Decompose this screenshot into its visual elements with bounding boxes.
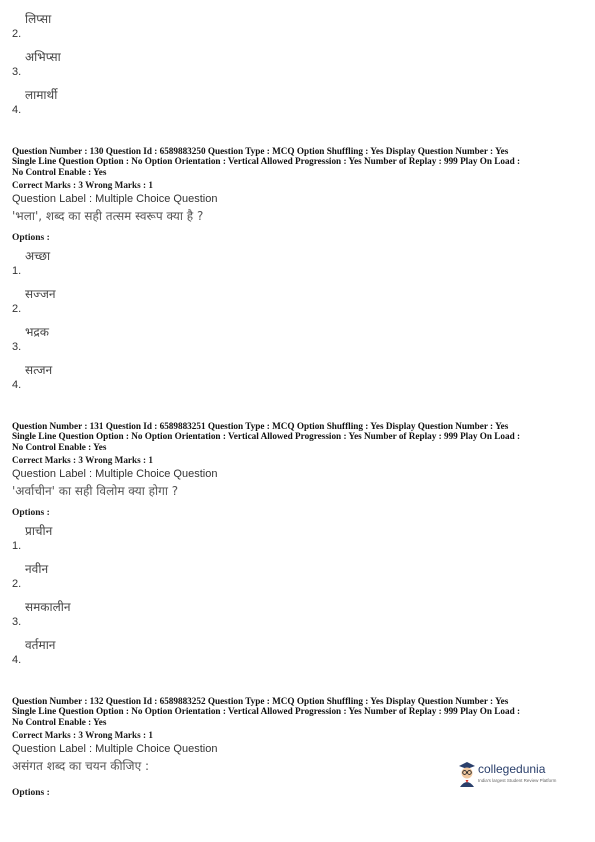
collegedunia-logo bbox=[457, 761, 557, 791]
option-text: वर्तमान bbox=[25, 638, 56, 653]
question-label: Question Label : Multiple Choice Question bbox=[12, 193, 218, 206]
option-text: अच्छा bbox=[25, 249, 51, 264]
option-number: 1. bbox=[12, 540, 22, 553]
option-text: सज्जन bbox=[25, 287, 56, 302]
option-text: समकालीन bbox=[25, 600, 71, 615]
option-text: अभिप्सा bbox=[25, 50, 61, 64]
question-text: 'अर्वाचीन' का सही विलोम क्या होगा ? bbox=[12, 484, 179, 499]
option-number: 3. bbox=[12, 66, 22, 78]
option-text: लिप्सा bbox=[25, 12, 52, 26]
option-text: सत्जन bbox=[25, 363, 53, 378]
option-number: 2. bbox=[12, 28, 22, 40]
option-number: 4. bbox=[12, 654, 22, 667]
option-item[interactable] bbox=[12, 245, 584, 283]
option-number: 2. bbox=[12, 578, 22, 591]
question-meta-line: No Control Enable : Yes bbox=[12, 166, 107, 177]
options-heading: Options : bbox=[12, 788, 50, 799]
question-meta-line: Single Line Question Option : No Option Orientation : Vertical Allowed Progression : Yes Number of Replay : 999 Play On Load : bbox=[12, 706, 521, 717]
option-item[interactable] bbox=[12, 84, 312, 122]
question-block-131 bbox=[12, 421, 584, 672]
question-meta-line: Question Number : 132 Question Id : 6589883252 Question Type : MCQ Option Shuffling : Yes Display Question Number : Yes bbox=[12, 696, 509, 706]
question-text: 'भला', शब्द का सही तत्सम स्वरूप क्या है ? bbox=[12, 209, 204, 224]
option-text: भद्रक bbox=[25, 325, 50, 340]
option-item[interactable] bbox=[12, 359, 584, 397]
question-label: Question Label : Multiple Choice Question bbox=[12, 743, 218, 756]
question-marks: Correct Marks : 3 Wrong Marks : 1 bbox=[12, 180, 153, 191]
option-number: 2. bbox=[12, 303, 22, 316]
question-text: असंगत शब्द का चयन कीजिए : bbox=[12, 759, 150, 774]
option-number: 3. bbox=[12, 616, 22, 629]
option-item[interactable] bbox=[12, 596, 584, 634]
options-heading: Options : bbox=[12, 508, 50, 519]
option-item[interactable] bbox=[12, 634, 584, 672]
option-number: 4. bbox=[12, 379, 22, 392]
question-label: Question Label : Multiple Choice Question bbox=[12, 468, 218, 481]
question-meta-line: Question Number : 130 Question Id : 6589883250 Question Type : MCQ Option Shuffling : Yes Display Question Number : Yes bbox=[12, 146, 509, 156]
option-item[interactable] bbox=[12, 520, 584, 558]
option-text: नवीन bbox=[25, 562, 49, 577]
question-meta-line: No Control Enable : Yes bbox=[12, 441, 107, 452]
option-item[interactable] bbox=[12, 321, 584, 359]
option-number: 3. bbox=[12, 341, 22, 354]
question-meta-line: Single Line Question Option : No Option Orientation : Vertical Allowed Progression : Yes Number of Replay : 999 Play On Load : bbox=[12, 431, 521, 442]
option-item[interactable] bbox=[12, 46, 312, 84]
student-mascot-icon bbox=[457, 761, 477, 787]
option-number: 4. bbox=[12, 104, 22, 116]
question-marks: Correct Marks : 3 Wrong Marks : 1 bbox=[12, 730, 153, 741]
question-marks: Correct Marks : 3 Wrong Marks : 1 bbox=[12, 455, 153, 466]
option-text: प्राचीन bbox=[25, 524, 53, 539]
option-item[interactable] bbox=[12, 8, 312, 46]
question-meta-line: No Control Enable : Yes bbox=[12, 716, 107, 727]
previous-question-options bbox=[12, 8, 312, 122]
option-text: लामार्थी bbox=[25, 88, 58, 102]
option-number: 1. bbox=[12, 265, 22, 278]
question-meta-line: Question Number : 131 Question Id : 6589883251 Question Type : MCQ Option Shuffling : Yes Display Question Number : Yes bbox=[12, 421, 509, 431]
question-block-130 bbox=[12, 146, 584, 397]
options-heading: Options : bbox=[12, 233, 50, 244]
option-item[interactable] bbox=[12, 558, 584, 596]
option-item[interactable] bbox=[12, 283, 584, 321]
logo-name: collegedunia bbox=[478, 762, 546, 776]
logo-tagline: India's largest Student Review Platform bbox=[478, 778, 557, 783]
question-meta-line: Single Line Question Option : No Option Orientation : Vertical Allowed Progression : Yes Number of Replay : 999 Play On Load : bbox=[12, 156, 521, 167]
